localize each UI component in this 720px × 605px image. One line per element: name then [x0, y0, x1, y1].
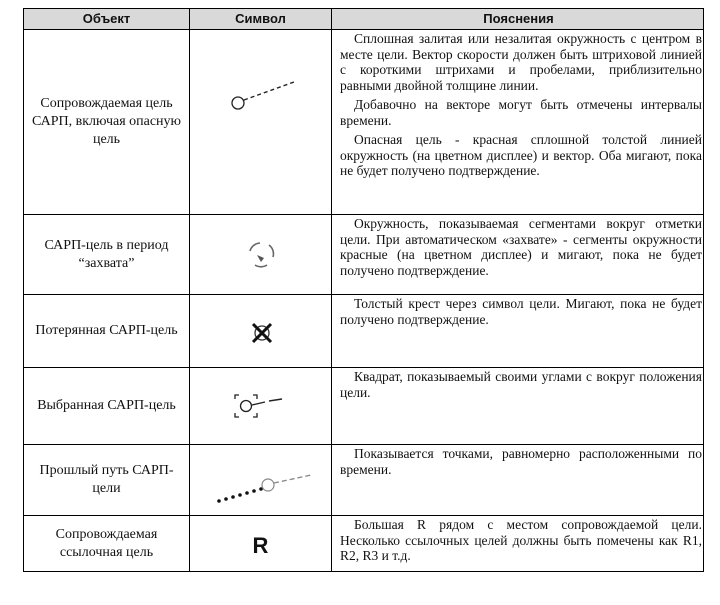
- row-explanation: [332, 368, 705, 444]
- table-header: [24, 9, 703, 30]
- row-symbol: [190, 368, 331, 444]
- row-explanation: [332, 295, 705, 367]
- row-explanation: [332, 30, 705, 214]
- row-explanation: [332, 215, 705, 294]
- header-symbol: Символ: [235, 11, 286, 26]
- explanation-paragraph: Большая R рядом с местом сопровождаемой цели. Несколько ссылочных целей должны быть помечены как R1, R2, R3 и т.д.: [340, 517, 702, 563]
- explanation-paragraph: Окружность, показываемая сегментами вокруг отметки цели. При автоматическом «захвате» - сегменты окружности красные (на цветном дисплее) и мигают, пока не будет получено подтверждение.: [340, 216, 702, 278]
- selected-target-square-icon: [190, 368, 331, 444]
- acquisition-segments-icon: [190, 215, 331, 294]
- row-object: Прошлый путь САРП-цели: [39, 463, 174, 496]
- row-symbol: [190, 516, 331, 572]
- explanation-paragraph: Сплошная залитая или незалитая окружность с центром в месте цели. Вектор скорости должен быть штриховой линией с короткими штрихами и пробелами, приблизительно равными двойной толщине линии.: [340, 31, 702, 93]
- row-symbol: [190, 30, 331, 214]
- row-object: Сопровождаемая цель САРП, включая опасную цель: [31, 96, 182, 147]
- header-explanation: Пояснения: [483, 11, 554, 26]
- reference-target-r-symbol: R: [252, 533, 269, 558]
- lost-target-cross-icon: [190, 295, 331, 367]
- row-object: САРП-цель в период “захвата”: [44, 237, 169, 271]
- explanation-paragraph: Добавочно на векторе могут быть отмечены интервалы времени.: [340, 97, 702, 128]
- row-object: Сопровождаемая ссылочная цель: [55, 527, 158, 560]
- symbols-table: [23, 8, 704, 572]
- past-track-dots-icon: [190, 445, 331, 515]
- row-object: Потерянная САРП-цель: [35, 323, 178, 338]
- explanation-paragraph: Толстый крест через символ цели. Мигают, пока не будет получено подтверждение.: [340, 296, 702, 327]
- tracked-target-vector-icon: [190, 30, 331, 214]
- header-object: Объект: [82, 11, 131, 26]
- row-symbol: [190, 215, 331, 294]
- row-explanation: [332, 516, 705, 572]
- row-object: Выбранная САРП-цель: [37, 398, 176, 413]
- explanation-paragraph: Квадрат, показываемый своими углами с вокруг положения цели.: [340, 369, 702, 400]
- row-explanation: [332, 445, 705, 515]
- explanation-paragraph: Опасная цель - красная сплошной толстой линией окружность (на цветном дисплее) и вектор. Оба мигают, пока не будет получено подтверждение.: [340, 132, 702, 178]
- row-symbol: [190, 295, 331, 367]
- explanation-paragraph: Показывается точками, равномерно расположенными по времени.: [340, 446, 702, 477]
- row-symbol: [190, 445, 331, 515]
